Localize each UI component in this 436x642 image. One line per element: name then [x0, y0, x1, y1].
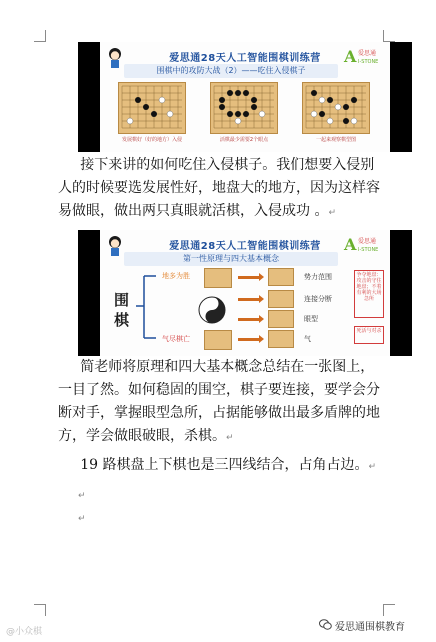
crop-mark-bottom-right: [383, 604, 395, 616]
go-board-1: [118, 82, 186, 134]
crop-mark-bottom-left: [34, 604, 46, 616]
paragraph-1: [58, 154, 388, 225]
arrow-4: [238, 338, 260, 341]
crop-mark-top-right: [383, 30, 395, 42]
paragraph-1-text: 接下来讲的如何吃住入侵棋子。我们想要入侵别人的时候要选发展性好，地盘大的地方，因为这样容易做眼，做出两只真眼就活棋，入侵成功 。: [58, 157, 380, 219]
mini-board-4: [268, 290, 294, 308]
istone-logo: A 爱思通 I-STONE: [344, 235, 379, 254]
bracket-icon: [134, 270, 164, 344]
mini-board-2: [204, 330, 232, 350]
note-box-territory: 争夺地盘：攻击的守住地盘；不着有利的大场急所: [354, 270, 384, 318]
empty-paragraph-mark: ↵: [78, 514, 86, 524]
label-no-liberties: 气尽棋亡: [162, 335, 190, 343]
label-liberty: 气: [304, 335, 311, 343]
arrow-2: [238, 298, 260, 301]
paragraph-2: [58, 356, 388, 450]
go-board-2: [210, 82, 278, 134]
slide-image-1: [78, 42, 412, 152]
label-eye-shape: 眼型: [304, 315, 318, 323]
label-connect-cut: 连接分断: [304, 295, 332, 303]
paragraph-2-text: 简老师将原理和四大基本概念总结在一张图上，一目了然。如何稳固的围空，棋子要连接，要学会分断对手，掌握眼型急所，占据能够做出最多盾牌的地方，学会做眼破眼，杀棋。: [58, 359, 380, 444]
mini-board-5: [268, 310, 294, 328]
watermark-right: 爱思通围棋教育: [335, 622, 405, 633]
istone-logo: A 爱思通 I-STONE: [344, 47, 379, 66]
mini-board-6: [268, 330, 294, 348]
label-territory-wins: 地多为胜: [162, 272, 190, 280]
slide-1-content: [100, 42, 390, 152]
label-sphere-of-influence: 势力范围: [304, 273, 332, 281]
paragraph-mark: ↵: [368, 462, 377, 472]
slide-1-title: 爱思通28天人工智能围棋训练营: [169, 53, 321, 64]
slide-2-title: 爱思通28天人工智能围棋训练营: [169, 241, 321, 252]
note-box-life-death: 死活与对杀: [354, 326, 384, 344]
watermark-left: @小众棋: [6, 627, 43, 637]
slide-2-subtitle: 第一性原理与四大基本概念: [124, 252, 338, 266]
paragraph-3: [58, 454, 388, 479]
slide-1-subtitle: 围棋中的攻防大战（2）——吃住入侵棋子: [124, 64, 338, 78]
crop-mark-top-left: [34, 30, 46, 42]
wechat-icon: [319, 618, 332, 631]
board-1-caption: 发展棋好（好的地方）入侵: [121, 137, 182, 143]
board-2-caption: 活棋最少需要2个眼点: [219, 137, 269, 143]
paragraph-mark: ↵: [226, 433, 234, 443]
mini-board-1: [204, 268, 232, 288]
mini-board-3: [268, 268, 294, 286]
arrow-1: [238, 276, 260, 279]
arrow-3: [238, 318, 260, 321]
paragraph-3-text: 19 路棋盘上下棋也是三四线结合，占角占边。: [80, 457, 369, 473]
slide-2-content: [100, 230, 390, 356]
board-3-caption: 一起来观察棋型图: [315, 137, 356, 143]
slide-image-2: [78, 230, 412, 356]
empty-paragraph-mark: ↵: [78, 491, 86, 501]
yin-yang-icon: [198, 296, 226, 324]
paragraph-mark: ↵: [328, 208, 336, 218]
go-board-3: [302, 82, 370, 134]
weiqi-main-label: 围 棋: [114, 291, 130, 329]
